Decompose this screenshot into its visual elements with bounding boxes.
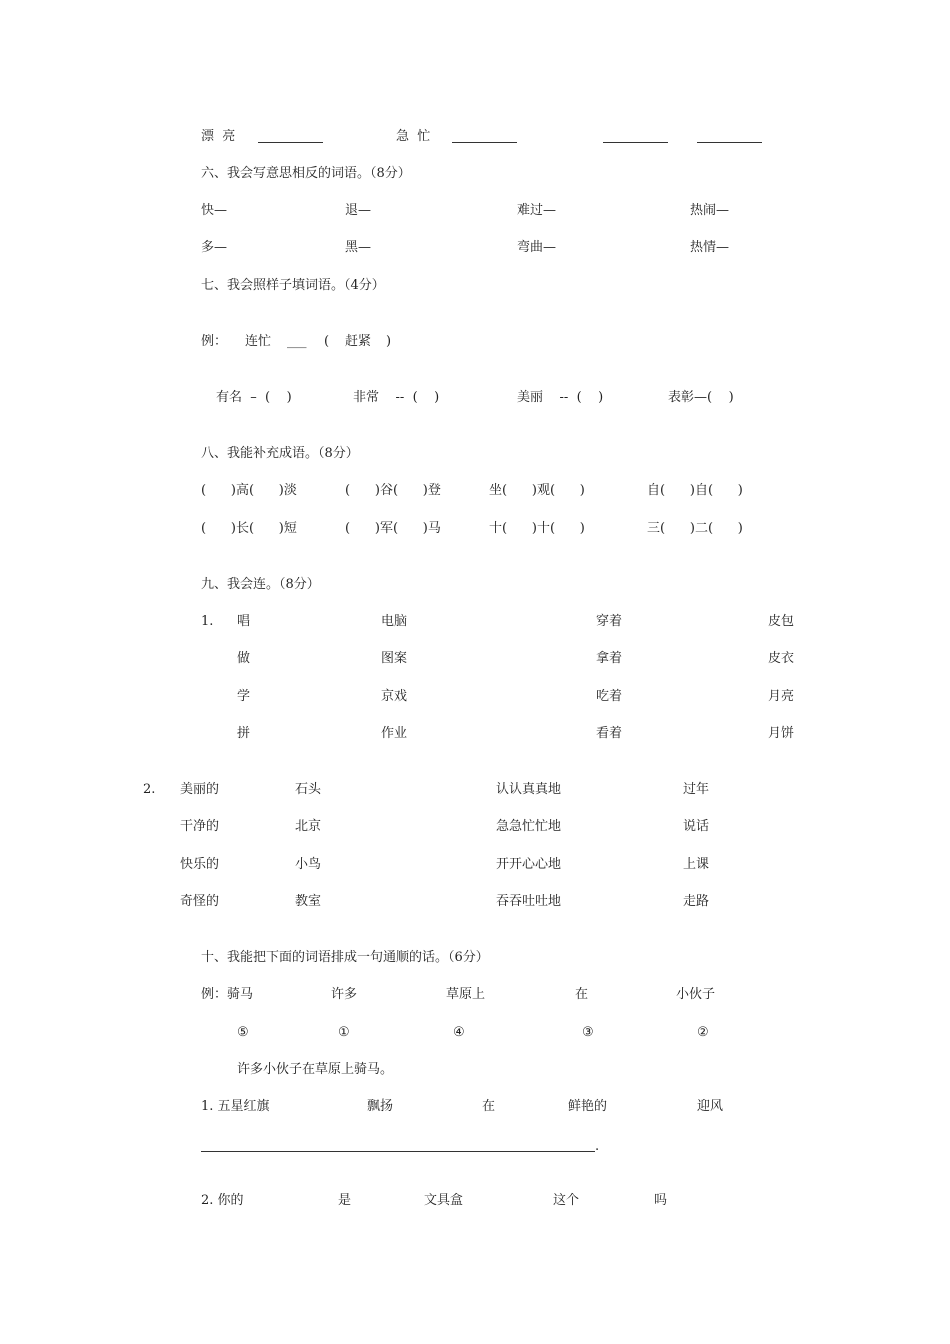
match-word[interactable]: 急急忙忙地 [496, 819, 562, 834]
idiom-item[interactable]: ( )军( )马 [345, 521, 441, 536]
antonym-item: 快— [201, 203, 228, 218]
order-number: ③ [582, 1025, 594, 1040]
match-word[interactable]: 开开心心地 [496, 857, 562, 872]
antonym-item: 难过— [517, 203, 557, 218]
match-word[interactable]: 学 [237, 689, 251, 704]
idiom-item[interactable]: 自( )自( ) [647, 483, 743, 498]
example-dash: ___ [287, 334, 307, 349]
example-word: 小伙子 [676, 987, 716, 1002]
question-word: 吗 [654, 1193, 668, 1208]
word-jimang: 急 忙 [396, 129, 431, 144]
answer-end-period: . [595, 1139, 600, 1154]
match-word[interactable]: 吞吞吐吐地 [496, 894, 562, 909]
idiom-item[interactable]: 三( )二( ) [647, 521, 743, 536]
match-word[interactable]: 京戏 [381, 689, 408, 704]
section-6-heading: 六、我会写意思相反的词语。（8分） [201, 166, 411, 181]
question-word: 迎风 [697, 1099, 724, 1114]
example-word: 连忙 [245, 334, 272, 349]
example-word: 许多 [331, 987, 358, 1002]
match-word[interactable]: 干净的 [180, 819, 220, 834]
section-8-heading: 八、我能补充成语。（8分） [201, 446, 359, 461]
example-word: 在 [575, 987, 589, 1002]
word-piaoliang: 漂 亮 [201, 129, 236, 144]
question-word: 鲜艳的 [568, 1099, 608, 1114]
match-word[interactable]: 认认真真地 [496, 782, 562, 797]
idiom-item[interactable]: ( )谷( )登 [345, 483, 441, 498]
question-word: 是 [338, 1193, 352, 1208]
example-word: 草原上 [446, 987, 486, 1002]
question-word: 飘扬 [367, 1099, 394, 1114]
example-word: 例：骑马 [201, 987, 254, 1002]
antonym-item: 黑— [345, 240, 372, 255]
match-word[interactable]: 奇怪的 [180, 894, 220, 909]
question-word: 在 [482, 1099, 496, 1114]
group-number: 1. [201, 614, 214, 629]
antonym-item: 热情— [690, 240, 730, 255]
match-word[interactable]: 快乐的 [180, 857, 220, 872]
order-number: ① [338, 1025, 350, 1040]
question-word: 这个 [553, 1193, 580, 1208]
antonym-item: 退— [345, 203, 372, 218]
example-sentence: 许多小伙子在草原上骑马。 [237, 1062, 394, 1077]
blank-line[interactable] [452, 142, 517, 143]
match-word[interactable]: 拿着 [596, 651, 623, 666]
blank-line[interactable] [697, 142, 762, 143]
match-word[interactable]: 上课 [683, 857, 710, 872]
group-number: 2. [143, 782, 156, 797]
match-word[interactable]: 皮衣 [768, 651, 795, 666]
match-word[interactable]: 教室 [295, 894, 322, 909]
idiom-item[interactable]: 十( )十( ) [489, 521, 585, 536]
match-word[interactable]: 拼 [237, 726, 251, 741]
match-word[interactable]: 月亮 [768, 689, 795, 704]
antonym-item: 弯曲— [517, 240, 557, 255]
fill-item[interactable]: 有名 – ( ) [216, 390, 292, 405]
question-word: 2. 你的 [201, 1193, 244, 1208]
match-word[interactable]: 作业 [381, 726, 408, 741]
match-word[interactable]: 月饼 [768, 726, 795, 741]
section-7-heading: 七、我会照样子填词语。（4分） [201, 278, 385, 293]
fill-item[interactable]: 美丽 -- ( ) [517, 390, 604, 405]
blank-line[interactable] [258, 142, 323, 143]
fill-item[interactable]: 表彰—( ) [668, 390, 734, 405]
question-word: 文具盒 [424, 1193, 464, 1208]
match-word[interactable]: 说话 [683, 819, 710, 834]
order-number: ④ [453, 1025, 465, 1040]
idiom-item[interactable]: 坐( )观( ) [489, 483, 585, 498]
match-word[interactable]: 看着 [596, 726, 623, 741]
match-word[interactable]: 穿着 [596, 614, 623, 629]
answer-line[interactable] [201, 1151, 595, 1152]
match-word[interactable]: 皮包 [768, 614, 795, 629]
order-number: ② [697, 1025, 709, 1040]
example-label: 例： [201, 334, 228, 349]
match-word[interactable]: 图案 [381, 651, 408, 666]
match-word[interactable]: 做 [237, 651, 251, 666]
idiom-item[interactable]: ( )高( )淡 [201, 483, 297, 498]
example-answer: 赶紧 [345, 334, 372, 349]
match-word[interactable]: 电脑 [381, 614, 408, 629]
section-9-heading: 九、我会连。（8分） [201, 577, 320, 592]
example-paren-close: ) [386, 334, 392, 349]
antonym-item: 多— [201, 240, 228, 255]
match-word[interactable]: 吃着 [596, 689, 623, 704]
match-word[interactable]: 美丽的 [180, 782, 220, 797]
match-word[interactable]: 唱 [237, 614, 251, 629]
match-word[interactable]: 石头 [295, 782, 322, 797]
section-10-heading: 十、我能把下面的词语排成一句通顺的话。（6分） [201, 950, 489, 965]
match-word[interactable]: 走路 [683, 894, 710, 909]
match-word[interactable]: 北京 [295, 819, 322, 834]
question-word: 1. 五星红旗 [201, 1099, 270, 1114]
antonym-item: 热闹— [690, 203, 730, 218]
idiom-item[interactable]: ( )长( )短 [201, 521, 297, 536]
example-paren-open: ( [324, 334, 330, 349]
match-word[interactable]: 小鸟 [295, 857, 322, 872]
fill-item[interactable]: 非常 -- ( ) [353, 390, 440, 405]
blank-line[interactable] [603, 142, 668, 143]
match-word[interactable]: 过年 [683, 782, 710, 797]
order-number: ⑤ [237, 1025, 249, 1040]
